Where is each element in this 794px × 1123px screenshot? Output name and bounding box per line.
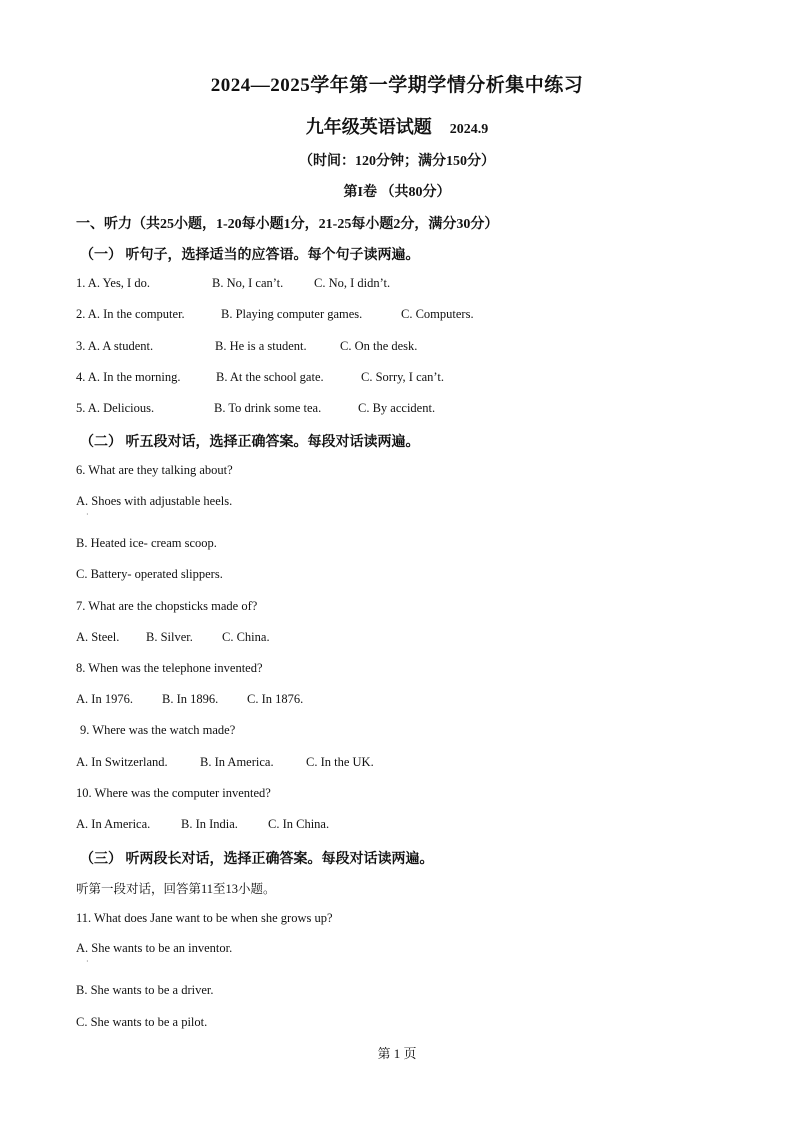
part1-heading: （一） 听句子，选择适当的应答语。每个句子读两遍。 bbox=[80, 248, 420, 263]
part2-heading: （二） 听五段对话，选择正确答案。每段对话读两遍。 bbox=[80, 435, 420, 450]
q1-option-a: 1. A. Yes, I do. bbox=[76, 276, 150, 290]
question-6: 6. What are they talking about? bbox=[76, 463, 233, 477]
q1-option-c: C. No, I didn’t. bbox=[314, 276, 391, 290]
part3-intro: 听第一段对话，回答第11至13小题。 bbox=[76, 882, 276, 896]
exam-title: 2024—2025学年第一学期学情分析集中练习 bbox=[210, 75, 584, 96]
q5-option-b: B. To drink some tea. bbox=[214, 401, 322, 415]
q7-option-a: A. Steel. bbox=[76, 630, 120, 644]
q9-option-a: A. In Switzerland. bbox=[76, 755, 168, 769]
q10-option-a: A. In America. bbox=[76, 817, 151, 831]
q7-option-c: C. China. bbox=[222, 630, 270, 644]
q9-option-c: C. In the UK. bbox=[306, 755, 374, 769]
q2-option-a: 2. A. In the computer. bbox=[76, 307, 185, 321]
question-5 bbox=[76, 401, 435, 416]
q3-option-b: B. He is a student. bbox=[215, 339, 307, 353]
q11-option-a: A. She wants to be an inventor. bbox=[76, 941, 233, 955]
stray-mark: · bbox=[86, 510, 89, 519]
q2-option-b: B. Playing computer games. bbox=[221, 307, 363, 321]
q8-option-c: C. In 1876. bbox=[247, 692, 304, 706]
page-number: 第 1 页 bbox=[377, 1046, 417, 1061]
q11-option-b: B. She wants to be a driver. bbox=[76, 983, 214, 997]
question-8: 8. When was the telephone invented? bbox=[76, 661, 263, 675]
q10-options bbox=[76, 817, 329, 832]
q7-options bbox=[76, 630, 270, 645]
exam-subtitle bbox=[0, 113, 794, 139]
q9-option-b: B. In America. bbox=[200, 755, 274, 769]
q10-option-b: B. In India. bbox=[181, 817, 238, 831]
section-heading-listening: 一、听力（共25小题，1-20每小题1分，21-25每小题2分，满分30分） bbox=[76, 217, 499, 232]
q4-option-a: 4. A. In the morning. bbox=[76, 370, 181, 384]
q11-option-c: C. She wants to be a pilot. bbox=[76, 1015, 208, 1029]
q9-options bbox=[76, 755, 374, 770]
part3-heading: （三） 听两段长对话，选择正确答案。每段对话读两遍。 bbox=[80, 852, 434, 867]
q5-option-c: C. By accident. bbox=[358, 401, 436, 415]
q5-option-a: 5. A. Delicious. bbox=[76, 401, 155, 415]
question-1 bbox=[76, 276, 390, 291]
q8-option-a: A. In 1976. bbox=[76, 692, 133, 706]
q2-option-c: C. Computers. bbox=[401, 307, 474, 321]
question-11: 11. What does Jane want to be when she grows up? bbox=[76, 911, 333, 925]
q8-option-b: B. In 1896. bbox=[162, 692, 219, 706]
q4-option-b: B. At the school gate. bbox=[216, 370, 324, 384]
question-3 bbox=[76, 339, 417, 354]
q3-option-a: 3. A. A student. bbox=[76, 339, 154, 353]
time-info: （时间：120分钟；满分150分） bbox=[299, 154, 495, 169]
q6-option-a: A. Shoes with adjustable heels. bbox=[76, 494, 233, 508]
q6-option-b: B. Heated ice- cream scoop. bbox=[76, 536, 217, 550]
q4-option-c: C. Sorry, I can’t. bbox=[361, 370, 444, 384]
q10-option-c: C. In China. bbox=[268, 817, 330, 831]
q6-option-c: C. Battery- operated slippers. bbox=[76, 567, 223, 581]
volume-label: 第I卷 （共80分） bbox=[343, 185, 451, 200]
exam-date: 2024.9 bbox=[449, 122, 489, 137]
subject-title: 九年级英语试题 bbox=[305, 117, 432, 137]
question-4 bbox=[76, 370, 444, 385]
question-7: 7. What are the chopsticks made of? bbox=[76, 599, 258, 613]
q8-options bbox=[76, 692, 303, 707]
stray-mark-2: · bbox=[86, 957, 89, 966]
question-2 bbox=[76, 307, 474, 322]
q3-option-c: C. On the desk. bbox=[340, 339, 418, 353]
question-10: 10. Where was the computer invented? bbox=[76, 786, 271, 800]
q1-option-b: B. No, I can’t. bbox=[212, 276, 284, 290]
q7-option-b: B. Silver. bbox=[146, 630, 193, 644]
question-9: 9. Where was the watch made? bbox=[80, 723, 236, 737]
